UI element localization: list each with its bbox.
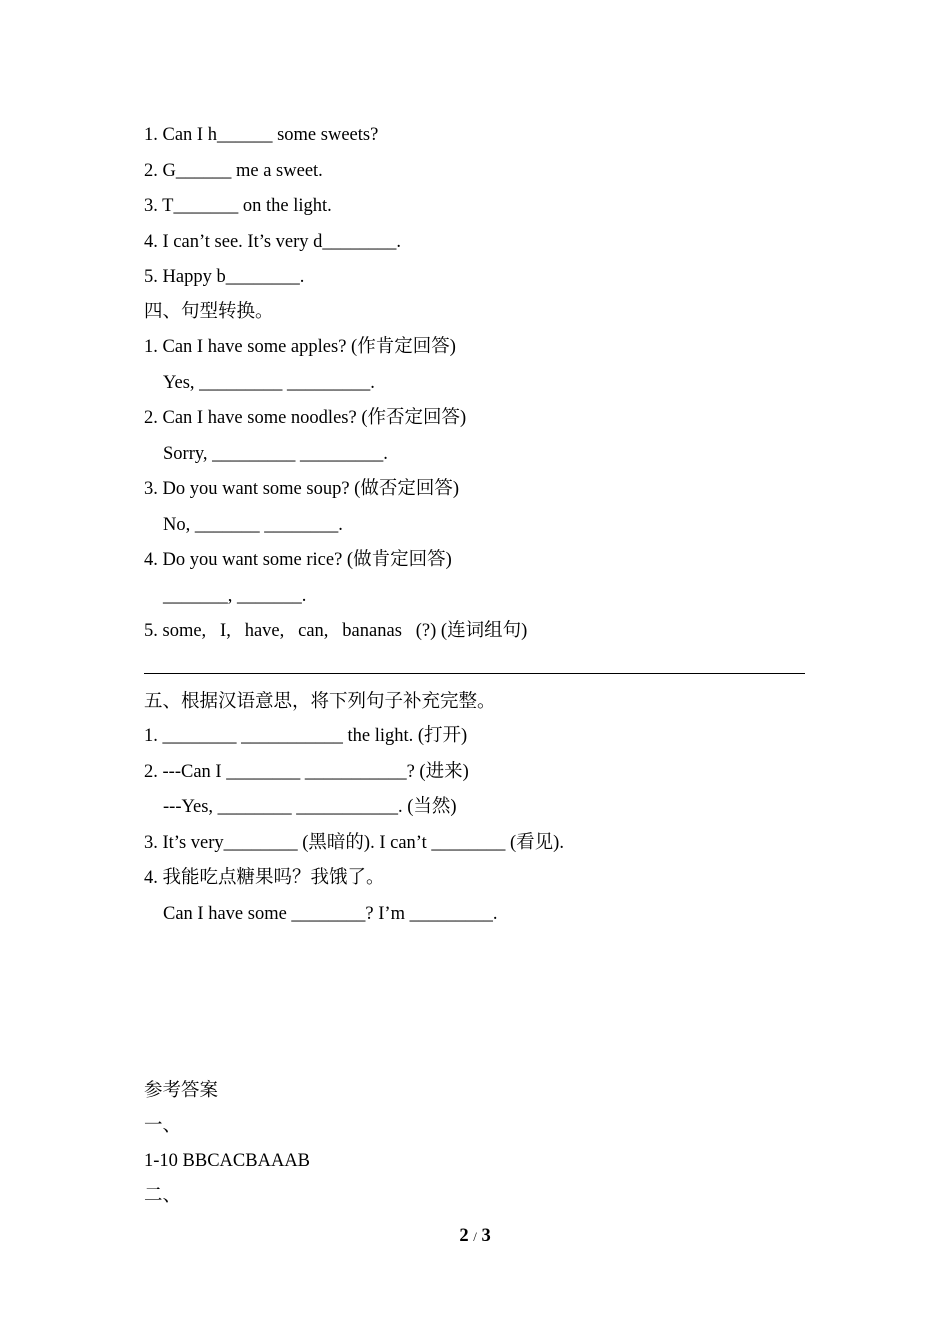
answer-line [144, 673, 805, 674]
complete-sentence-2: 2. ---Can I ________ ___________? (进来) [144, 762, 469, 782]
page-separator: / [473, 1229, 477, 1244]
transform-answer-3: No, _______ ________. [163, 515, 343, 535]
transform-answer-1: Yes, _________ _________. [163, 373, 375, 393]
transform-question-4: 4. Do you want some rice? (做肯定回答) [144, 550, 452, 570]
answers-part-2-label: 二、 [144, 1186, 182, 1206]
answers-heading: 参考答案 [144, 1081, 219, 1101]
transform-question-2: 2. Can I have some noodles? (作否定回答) [144, 408, 467, 428]
transform-question-5: 5. some, I, have, can, bananas (?) (连词组句) [144, 621, 528, 641]
complete-sentence-3: 3. It’s very________ (黑暗的). I can’t ________ (看见). [144, 833, 564, 853]
answers-part-1-label: 一、 [144, 1116, 182, 1136]
section-5-heading: 五、根据汉语意思，将下列句子补充完整。 [144, 692, 496, 712]
fill-blank-item-5: 5. Happy b________. [144, 267, 305, 287]
section-4-heading: 四、句型转换。 [144, 302, 274, 322]
complete-sentence-1: 1. ________ ___________ the light. (打开) [144, 726, 468, 746]
transform-question-3: 3. Do you want some soup? (做否定回答) [144, 479, 459, 499]
fill-blank-item-1: 1. Can I h______ some sweets? [144, 125, 379, 145]
transform-answer-4: _______, _______. [163, 586, 307, 606]
fill-blank-item-2: 2. G______ me a sweet. [144, 161, 323, 181]
fill-blank-item-3: 3. T_______ on the light. [144, 196, 332, 216]
complete-sentence-4-english: Can I have some ________? I’m _________. [163, 904, 498, 924]
answers-part-1-values: 1-10 BBCACBAAAB [144, 1151, 311, 1171]
transform-question-1: 1. Can I have some apples? (作肯定回答) [144, 337, 456, 357]
fill-blank-item-4: 4. I can’t see. It’s very d________. [144, 232, 402, 252]
complete-sentence-2-reply: ---Yes, ________ ___________. (当然) [163, 797, 457, 817]
page-current: 2 [459, 1226, 469, 1246]
transform-answer-2: Sorry, _________ _________. [163, 444, 388, 464]
page-number [0, 1225, 950, 1248]
page-total: 3 [481, 1226, 491, 1246]
complete-sentence-4: 4. 我能吃点糖果吗？我饿了。 [144, 868, 385, 888]
